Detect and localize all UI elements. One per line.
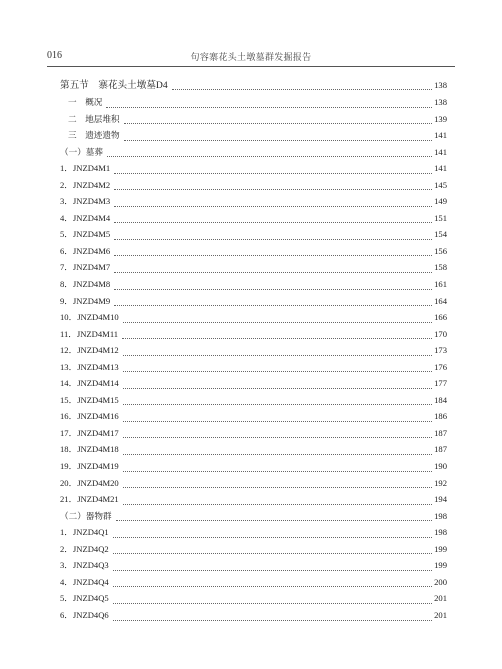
toc-entry-page: 166 (434, 312, 447, 323)
toc-entry-page: 173 (434, 345, 447, 356)
toc-entry[interactable] (60, 226, 447, 243)
toc-entry-label: 1．JNZD4M1 (60, 163, 111, 174)
toc-entry-label: 10．JNZD4M10 (60, 312, 119, 323)
dot-leader (113, 586, 432, 587)
toc-entry[interactable] (60, 144, 447, 161)
toc-entry-page: 151 (434, 212, 447, 223)
dot-leader (122, 338, 432, 339)
toc-entry-label: 17．JNZD4M17 (60, 427, 119, 438)
toc-entry-page: 149 (434, 196, 447, 207)
dot-leader (123, 388, 432, 389)
dot-leader (124, 123, 433, 124)
toc-entry-label: 9．JNZD4M9 (60, 295, 111, 306)
dot-leader (113, 603, 432, 604)
dot-leader (123, 322, 432, 323)
toc-entry-page: 194 (434, 494, 447, 505)
toc-entry-page: 187 (434, 427, 447, 438)
toc-entry-page: 192 (434, 477, 447, 488)
dot-leader (113, 537, 432, 538)
toc-entry[interactable] (60, 508, 447, 525)
dot-leader (123, 437, 432, 438)
toc-entry-label: 2．JNZD4Q2 (60, 543, 109, 554)
page-number: 016 (47, 50, 62, 61)
toc-entry-page: 156 (434, 245, 447, 256)
toc-entry-page: 164 (434, 295, 447, 306)
toc-entry-page: 201 (434, 609, 447, 620)
toc-entry-label: 3．JNZD4Q3 (60, 560, 109, 571)
toc-entry-page: 154 (434, 229, 447, 240)
toc-entry[interactable] (60, 177, 447, 194)
toc-entry-page: 198 (434, 510, 447, 521)
toc-entry-page: 199 (434, 543, 447, 554)
toc-entry-label: 2．JNZD4M2 (60, 179, 111, 190)
dot-leader (123, 421, 432, 422)
toc-entry-page: 161 (434, 279, 447, 290)
dot-leader (114, 289, 432, 290)
page-header (47, 50, 455, 64)
toc-entry-page: 141 (434, 130, 447, 141)
toc-entry[interactable] (60, 276, 447, 293)
toc-entry[interactable] (60, 259, 447, 276)
toc-entry[interactable] (60, 127, 447, 144)
toc-entry-label: 15．JNZD4M15 (60, 394, 119, 405)
dot-leader (113, 570, 432, 571)
toc-entry[interactable] (60, 309, 447, 326)
dot-leader (114, 305, 432, 306)
toc-entry-label: 21．JNZD4M21 (60, 494, 119, 505)
toc-entry-label: 18．JNZD4M18 (60, 444, 119, 455)
toc-entry-label: 19．JNZD4M19 (60, 461, 119, 472)
toc-entry-page: 177 (434, 378, 447, 389)
toc-entry[interactable] (60, 458, 447, 475)
toc-entry-page: 141 (434, 146, 447, 157)
toc-entry-page: 184 (434, 394, 447, 405)
toc-entry-page: 198 (434, 527, 447, 538)
toc-entry[interactable] (60, 524, 447, 541)
toc-entry-page: 139 (434, 113, 447, 124)
toc-entry-label: 13．JNZD4M13 (60, 361, 119, 372)
header-rule (47, 66, 455, 67)
toc-entry-label: 11．JNZD4M11 (60, 328, 119, 339)
toc-entry[interactable] (60, 243, 447, 260)
toc-entry-label: 4．JNZD4Q4 (60, 576, 109, 587)
toc-entry[interactable] (60, 111, 447, 128)
toc-entry[interactable] (60, 590, 447, 607)
toc-entry-label: 8．JNZD4M8 (60, 279, 111, 290)
toc-entry-label: 4．JNZD4M4 (60, 212, 111, 223)
toc-entry-page: 200 (434, 576, 447, 587)
toc-entry[interactable] (60, 574, 447, 591)
toc-entry-label: 7．JNZD4M7 (60, 262, 111, 273)
toc-entry[interactable] (60, 293, 447, 310)
toc-entry[interactable] (60, 210, 447, 227)
toc-entry[interactable] (60, 607, 447, 624)
toc-entry-label: 3．JNZD4M3 (60, 196, 111, 207)
toc-entry-page: 138 (434, 97, 447, 107)
toc-entry-label: 二 地层堆积 (68, 113, 120, 124)
toc-entry-label: 三 遗迹遗物 (68, 130, 120, 141)
table-of-contents (60, 76, 447, 624)
toc-entry-page: 187 (434, 444, 447, 455)
toc-entry[interactable] (60, 359, 447, 376)
toc-entry[interactable] (60, 557, 447, 574)
dot-leader (172, 89, 432, 90)
toc-section-entry[interactable] (60, 76, 447, 94)
toc-entry-page: 199 (434, 560, 447, 571)
toc-entry-page: 145 (434, 179, 447, 190)
toc-entry-page: 158 (434, 262, 447, 273)
dot-leader (113, 553, 432, 554)
toc-entry-label: 5．JNZD4M5 (60, 229, 111, 240)
dot-leader (114, 272, 432, 273)
dot-leader (114, 255, 432, 256)
dot-leader (114, 239, 432, 240)
toc-entry-label: 20．JNZD4M20 (60, 477, 119, 488)
dot-leader (114, 189, 432, 190)
toc-entry-label: 一 概况 (68, 97, 103, 107)
toc-entry[interactable] (60, 326, 447, 343)
dot-leader (123, 355, 432, 356)
dot-leader (114, 222, 432, 223)
toc-entry-page: 138 (434, 80, 447, 90)
dot-leader (107, 156, 432, 157)
toc-entry-page: 201 (434, 593, 447, 604)
toc-entry-label: 12．JNZD4M12 (60, 345, 119, 356)
running-title: 句容寨花头土墩墓群发掘报告 (190, 52, 312, 62)
dot-leader (123, 404, 432, 405)
dot-leader (124, 140, 433, 141)
toc-entry-label: （二）器物群 (60, 510, 112, 521)
toc-entry-page: 186 (434, 411, 447, 422)
toc-entry-page: 141 (434, 163, 447, 174)
dot-leader (113, 620, 432, 621)
toc-entry[interactable] (60, 375, 447, 392)
toc-entry[interactable] (60, 342, 447, 359)
toc-entry-label: 6．JNZD4Q6 (60, 609, 109, 620)
dot-leader (123, 371, 432, 372)
toc-entry-page: 190 (434, 461, 447, 472)
toc-entry-label: 第五节 寨花头土墩墓D4 (60, 80, 168, 91)
toc-entry[interactable] (60, 94, 447, 111)
dot-leader (123, 487, 432, 488)
toc-entry-label: 5．JNZD4Q5 (60, 593, 109, 604)
dot-leader (116, 520, 433, 521)
dot-leader (106, 107, 432, 108)
toc-entry[interactable] (60, 408, 447, 425)
toc-entry[interactable] (60, 441, 447, 458)
toc-entry-label: 16．JNZD4M16 (60, 411, 119, 422)
toc-entry[interactable] (60, 160, 447, 177)
toc-entry-label: 6．JNZD4M6 (60, 245, 111, 256)
dot-leader (114, 206, 432, 207)
dot-leader (123, 471, 432, 472)
toc-entry[interactable] (60, 491, 447, 508)
toc-entry[interactable] (60, 193, 447, 210)
toc-entry-label: （一）墓葬 (60, 146, 103, 157)
toc-entry[interactable] (60, 475, 447, 492)
dot-leader (123, 504, 432, 505)
dot-leader (123, 454, 432, 455)
toc-entry[interactable] (60, 425, 447, 442)
toc-entry-label: 1．JNZD4Q1 (60, 527, 109, 538)
toc-entry-page: 176 (434, 361, 447, 372)
toc-entry[interactable] (60, 541, 447, 558)
toc-entry[interactable] (60, 392, 447, 409)
toc-entry-page: 170 (434, 328, 447, 339)
toc-entry-label: 14．JNZD4M14 (60, 378, 119, 389)
dot-leader (114, 173, 432, 174)
